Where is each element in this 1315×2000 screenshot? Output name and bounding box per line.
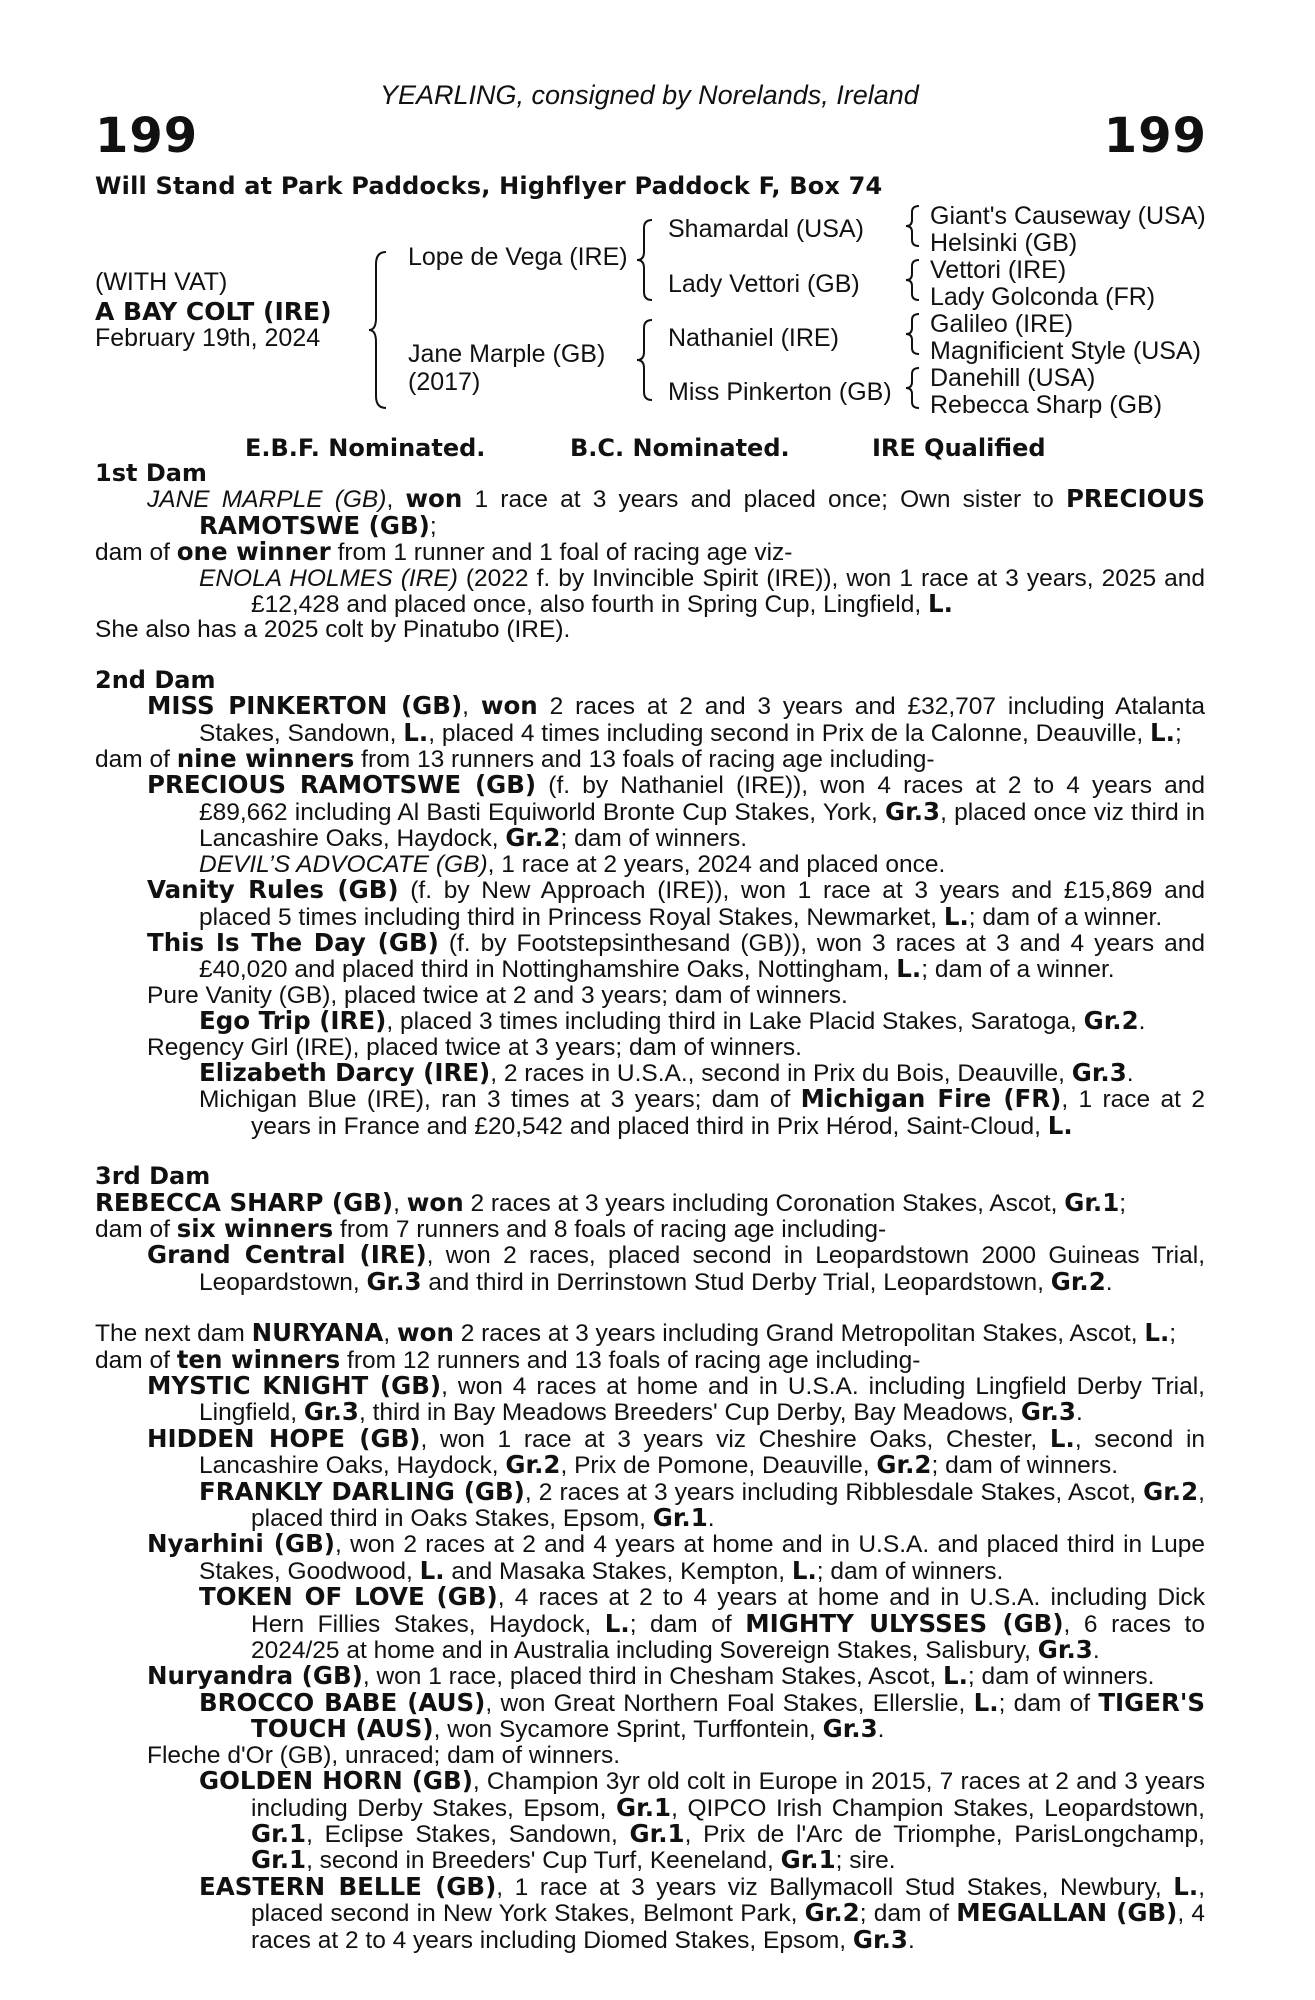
dam-dam: Miss Pinkerton (GB) [668,378,892,406]
next-dam-grandproduce-5: EASTERN BELLE (GB), 1 race at 3 years viz Ballymacoll Stud Stakes, Newbury, L., placed second in New York Stakes, Belmont Park, Gr.2; dam of MEGALLAN (GB), 4 races at 2 to 4 years including Diomed Stakes, Epsom, Gr.3. [199,1871,1205,1954]
next-dam-record: The next dam NURYANA, won 2 races at 3 years including Grand Metropolitan Stakes, Ascot, L.; [95,1318,1177,1348]
consignment-line: YEARLING, consigned by Norelands, Ireland [380,80,919,110]
ped-dsd: Magnificient Style (USA) [930,337,1201,365]
second-dam-produce-3: This Is The Day (GB) (f. by Footstepsinthesand (GB)), won 3 races at 3 and 4 years and £40,020 and placed third in Nottinghamshire Oaks, Nottingham, L.; dam of a winner. [147,927,1205,984]
bc-nomination: B.C. Nominated. [570,434,790,462]
ped-dds: Danehill (USA) [930,364,1096,392]
next-dam-grandproduce-3: BROCCO BABE (AUS), won Great Northern Foal Stakes, Ellerslie, L.; dam of TIGER'S TOUCH (AUS), won Sycamore Sprint, Turffontein, Gr.3. [199,1687,1205,1744]
second-dam-heading: 2nd Dam [95,665,216,694]
brace-dam-side [636,318,656,402]
third-dam-produce-summary: dam of six winners from 7 runners and 8 foals of racing age including- [95,1213,887,1243]
first-dam-note: She also has a 2025 colt by Pinatubo (IRE). [95,616,571,644]
next-dam-grandproduce-4: GOLDEN HORN (GB), Champion 3yr old colt in Europe in 2015, 7 races at 2 and 3 years including Derby Stakes, Epsom, Gr.1, QIPCO Irish Champion Stakes, Leopardstown, Gr.1, Eclipse Stakes, Sandown, Gr.1, Prix de l'Arc de Triomphe, ParisLongchamp, Gr.1, second in Breeders' Cup Turf, Keeneland, Gr.1; sire. [199,1766,1205,1875]
next-dam-produce-4: Nuryandra (GB), won 1 race, placed third in Chesham Stakes, Ascot, L.; dam of winners. [147,1661,1155,1691]
brace-gen3-1 [905,204,923,248]
third-dam-record: REBECCA SHARP (GB), won 2 races at 3 years including Coronation Stakes, Ascot, Gr.1; [95,1187,1127,1217]
second-dam-produce-summary: dam of nine winners from 13 runners and 13 foals of racing age including- [95,744,935,774]
vat-note: (WITH VAT) [95,268,228,296]
ped-sss: Giant's Causeway (USA) [930,202,1206,230]
second-dam-produce-1: PRECIOUS RAMOTSWE (GB) (f. by Nathaniel (IRE)), won 4 races at 2 to 4 years and £89,662 including Al Basti Equiworld Bronte Cup Stakes, York, Gr.3, placed once viz third in Lancashire Oaks, Haydock, Gr.2; dam of winners. [147,770,1205,853]
ped-sds: Vettori (IRE) [930,256,1067,284]
catalogue-body [95,461,1205,1953]
next-dam-produce-1: MYSTIC KNIGHT (GB), won 4 races at home and in U.S.A. including Lingfield Derby Trial, Lingfield, Gr.3, third in Bay Meadows Breeders' Cup Derby, Bay Meadows, Gr.3. [147,1371,1205,1427]
first-dam-produce-1: ENOLA HOLMES (IRE) (2022 f. by Invincible Spirit (IRE)), won 1 race at 3 years, 2025 and £12,428 and placed once, also fourth in Spring Cup, Lingfield, L. [199,564,1206,619]
next-dam-produce-5: Fleche d'Or (GB), unraced; dam of winners. [147,1741,621,1769]
second-dam-grandproduce-4: Michigan Blue (IRE), ran 3 times at 3 years; dam of Michigan Fire (FR), 1 race at 2 years in France and £20,542 and placed third in Prix Hérod, Saint-Cloud, L. [199,1084,1205,1140]
brace-gen3-4 [905,366,923,410]
lot-number-left: 199 [95,108,199,164]
second-dam-grandproduce-1: DEVIL’S ADVOCATE (GB), 1 race at 2 years, 2024 and placed once. [199,850,946,878]
dam-sire: Nathaniel (IRE) [668,324,839,352]
first-dam-produce-summary: dam of one winner from 1 runner and 1 foal of racing age viz- [95,537,793,567]
next-dam-grandproduce-2: TOKEN OF LOVE (GB), 4 races at 2 to 4 years at home and in U.S.A. including Dick Hern Fillies Stakes, Haydock, L.; dam of MIGHTY ULYSSES (GB), 6 races to 2024/25 at home and in Australia including Sovereign Stakes, Salisbury, Gr.3. [199,1582,1205,1665]
next-dam-produce-3: Nyarhini (GB), won 2 races at 2 and 4 years at home and in U.S.A. and placed third in Lupe Stakes, Goodwood, L. and Masaka Stakes, Kempton, L.; dam of winners. [147,1529,1205,1585]
brace-sire-side [636,218,656,302]
second-dam-produce-5: Regency Girl (IRE), placed twice at 3 years; dam of winners. [147,1033,802,1061]
second-dam-grandproduce-3: Elizabeth Darcy (IRE), 2 races in U.S.A., second in Prix du Bois, Deauville, Gr.3. [199,1057,1134,1087]
next-dam-produce-summary: dam of ten winners from 12 runners and 13 foals of racing age including- [95,1344,921,1374]
brace-gen3-3 [905,312,923,356]
third-dam-heading: 3rd Dam [95,1162,211,1191]
ped-ssd: Helsinki (GB) [930,229,1078,257]
ire-qualified: IRE Qualified [872,434,1046,462]
dam-name: JANE MARPLE (GB) [147,486,387,514]
stand-location: Will Stand at Park Paddocks, Highflyer Paddock F, Box 74 [95,172,883,200]
brace-gen1 [368,250,390,410]
horse-name: A BAY COLT (IRE) [95,297,332,326]
second-dam-produce-4: Pure Vanity (GB), placed twice at 2 and 3 years; dam of winners. [147,981,848,1009]
dam: Jane Marple (GB) [408,340,606,368]
sire-sire: Shamardal (USA) [668,215,864,243]
second-dam-grandproduce-2: Ego Trip (IRE), placed 3 times including third in Lake Placid Stakes, Saratoga, Gr.2. [199,1006,1146,1036]
ped-sdd: Lady Golconda (FR) [930,283,1156,311]
ped-ddd: Rebecca Sharp (GB) [930,391,1163,419]
dam-year: (2017) [408,368,481,396]
first-dam-heading: 1st Dam [95,459,207,487]
sire-dam: Lady Vettori (GB) [668,270,860,298]
first-dam-record: JANE MARPLE (GB), won 1 race at 3 years and placed once; Own sister to PRECIOUS RAMOTSWE (GB); [147,484,1205,540]
lot-number-right: 199 [1103,108,1207,164]
third-dam-produce-1: Grand Central (IRE), won 2 races, placed second in Leopardstown 2000 Guineas Trial, Leopardstown, Gr.3 and third in Derrinstown Stud Derby Trial, Leopardstown, Gr.2. [147,1240,1205,1296]
brace-gen3-2 [905,258,923,302]
sire: Lope de Vega (IRE) [408,243,628,271]
next-dam-produce-2: HIDDEN HOPE (GB), won 1 race at 3 years viz Cheshire Oaks, Chester, L., second in Lancashire Oaks, Haydock, Gr.2, Prix de Pomone, Deauville, Gr.2; dam of winners. [147,1423,1206,1480]
ped-dss: Galileo (IRE) [930,310,1074,338]
ebf-nomination: E.B.F. Nominated. [245,434,486,462]
second-dam-record: MISS PINKERTON (GB), won 2 races at 2 and 3 years and £32,707 including Atalanta Stakes, Sandown, L., placed 4 times including second in Prix de la Calonne, Deauville, L.; [147,691,1205,747]
second-dam-produce-2: Vanity Rules (GB) (f. by New Approach (IRE)), won 1 race at 3 years and £15,869 and placed 5 times including third in Princess Royal Stakes, Newmarket, L.; dam of a winner. [147,875,1205,931]
next-dam-grandproduce-1: FRANKLY DARLING (GB), 2 races at 3 years including Ribblesdale Stakes, Ascot, Gr.2, placed third in Oaks Stakes, Epsom, Gr.1. [199,1476,1205,1533]
foaling-date: February 19th, 2024 [95,324,321,352]
